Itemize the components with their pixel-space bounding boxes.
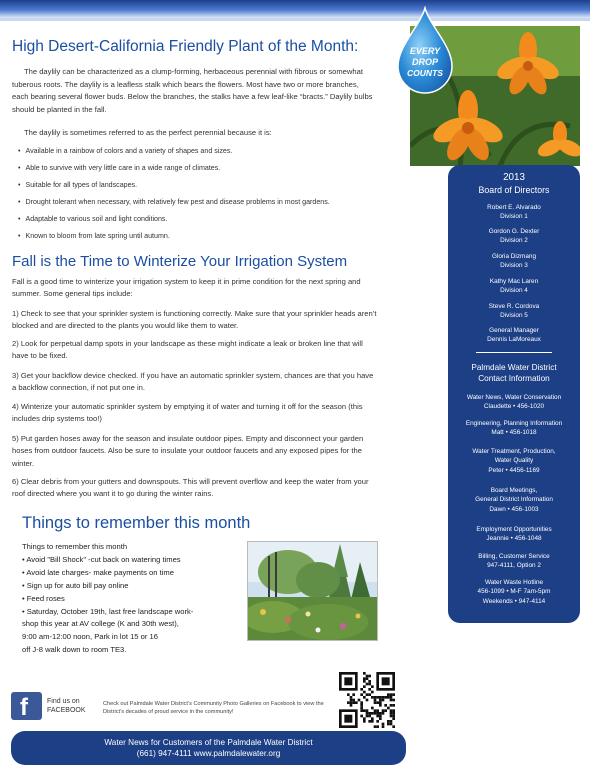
contact-entry: Water Waste Hotline 456-1099 • M-F 7am-5pm Weekends • 947-4114	[477, 579, 551, 605]
facebook-label[interactable]: Find us on FACEBOOK	[47, 698, 86, 714]
board-member: Gloria Dizmang Division 3	[491, 253, 537, 270]
facebook-note: Check out Palmdale Water District’s Community Photo Galleries on Facebook to view the District’s decades of proud service in the community!	[103, 701, 324, 715]
list-item: Things to remember this month	[22, 542, 128, 551]
list-item: • Adaptable to various soil and light conditions.	[18, 213, 378, 230]
plant-of-month-title: High Desert-California Friendly Plant of the Month:	[12, 38, 359, 55]
facebook-icon[interactable]: f	[11, 692, 42, 720]
fall-paragraph: 5) Put garden hoses away for the season and insulate outdoor pipes. Empty and disconnect your garden hoses from outdoor faucets. Also be sure to insulate your outdoor faucets and any exposed pipes for the winter.	[12, 434, 364, 468]
footer-contact-line[interactable]: (661) 947-4111 www.palmdalewater.org	[136, 749, 281, 758]
things-to-remember-list	[22, 541, 252, 657]
sidebar-divider	[476, 352, 552, 353]
plant-intro-paragraph: The daylily can be characterized as a clump-forming, herbaceous perennial with fibrous or somewhat tuberous roots. The daylily is a leafless stalk which bears the flowers. Most have two or more branches, each bearing several flower buds. Below the branches, the stalks have a few leaf-like “bracts.” Daylily bulbs should be planted in the fall.	[12, 67, 373, 114]
list-item: off J-8 walk down to room TE3.	[22, 645, 127, 655]
footer-line-1: Water News for Customers of the Palmdale Water District	[104, 738, 313, 747]
fall-paragraph: Fall is a good time to winterize your irrigation system to keep it in prime condition for the next spring and summer. Some general tips include:	[12, 277, 361, 299]
contact-entry: Water Treatment, Production, Water Quality Peter • 4456-1169	[472, 448, 556, 474]
list-item: • Suitable for all types of landscapes.	[18, 179, 378, 196]
list-item: • Saturday, October 19th, last free landscape work-	[22, 606, 194, 616]
contact-entry: Billing, Customer Service 947-4111, Option 2	[478, 553, 550, 570]
drop-word-2: DROP	[411, 57, 439, 67]
list-item: 9:00 am-12:00 noon, Park in lot 15 or 16	[22, 632, 158, 642]
board-member: Kathy Mac Laren Division 4	[489, 278, 539, 295]
top-banner-divider	[0, 18, 590, 21]
footer-banner	[11, 731, 406, 765]
list-item: • Able to survive with very little care in a wide range of climates.	[18, 162, 378, 179]
board-member: Steve R. Cordova Division 5	[488, 303, 540, 320]
fall-paragraph: 3) Get your backflow device checked. If you have an automatic sprinkler system, chances are that you have a backflow connection, if not put one in.	[12, 371, 374, 393]
contact-entry: Engineering, Planning Information Matt • 456-1018	[465, 420, 563, 437]
every-drop-counts-logo	[392, 6, 458, 96]
contact-entry: Board Meetings, General District Information Dawn • 456-1003	[475, 487, 553, 513]
plant-traits-list	[18, 145, 378, 247]
top-banner-bar	[0, 0, 590, 18]
drop-word-3: COUNTS	[407, 68, 443, 78]
general-manager: General Manager Dennis LaMoreaux	[487, 327, 541, 344]
drop-word-1: EVERY	[409, 46, 441, 56]
fall-paragraph: 2) Look for perpetual damp spots in your landscape as these might indicate a leak or broken line that will have to be fixed.	[12, 339, 363, 361]
list-item: • Avoid late charges- make payments on time	[22, 567, 174, 577]
fall-irrigation-title: Fall is the Time to Winterize Your Irrigation System	[12, 253, 348, 270]
list-item: • Drought tolerant when necessary, with relatively few pest and disease problems in most gardens.	[18, 196, 378, 213]
list-item: • Sign up for auto bill pay online	[22, 580, 129, 590]
qr-code[interactable]	[339, 672, 395, 728]
list-item: • Known to bloom from late spring until autumn.	[18, 230, 378, 247]
board-year: 2013	[503, 172, 525, 183]
fall-paragraph: 6) Clear debris from your gutters and downspouts. This will prevent overflow and keep the water from your roof directed where you want it to go during the winter rains.	[12, 477, 369, 499]
board-member: Gordon G. Dexter Division 2	[488, 228, 540, 245]
fall-paragraph: 1) Check to see that your sprinkler system is functioning correctly. Make sure that your sprinkler heads aren’t blocked and are directed to the plants you would like them to water.	[12, 309, 377, 331]
plant-perfect-paragraph: The daylily is sometimes referred to as the perfect perennial because it is:	[24, 128, 272, 137]
fall-paragraph: 4) Winterize your automatic sprinkler system by emptying it of water and turning it off for the season (this includes drip systems too!)	[12, 402, 363, 424]
list-item: • Available in a rainbow of colors and a variety of shapes and sizes.	[18, 145, 378, 162]
contact-entry: Water News, Water Conservation Claudette • 456-1020	[466, 394, 562, 411]
list-item: • Avoid "Bill Shock" -cut back on watering times	[22, 554, 181, 564]
garden-photo	[247, 541, 378, 641]
contact-title: Palmdale Water District Contact Information	[471, 363, 557, 383]
things-to-remember-title: Things to remember this month	[22, 514, 251, 532]
list-item: shop this year at AV college (K and 30th west),	[22, 619, 179, 629]
board-and-contacts-sidebar	[448, 165, 580, 623]
board-member: Robert E. Alvarado Division 1	[487, 204, 541, 221]
board-title: Board of Directors	[478, 185, 550, 195]
contact-entry: Employment Opportunities Jeannie • 456-1048	[476, 526, 552, 543]
list-item: • Feed roses	[22, 593, 65, 603]
